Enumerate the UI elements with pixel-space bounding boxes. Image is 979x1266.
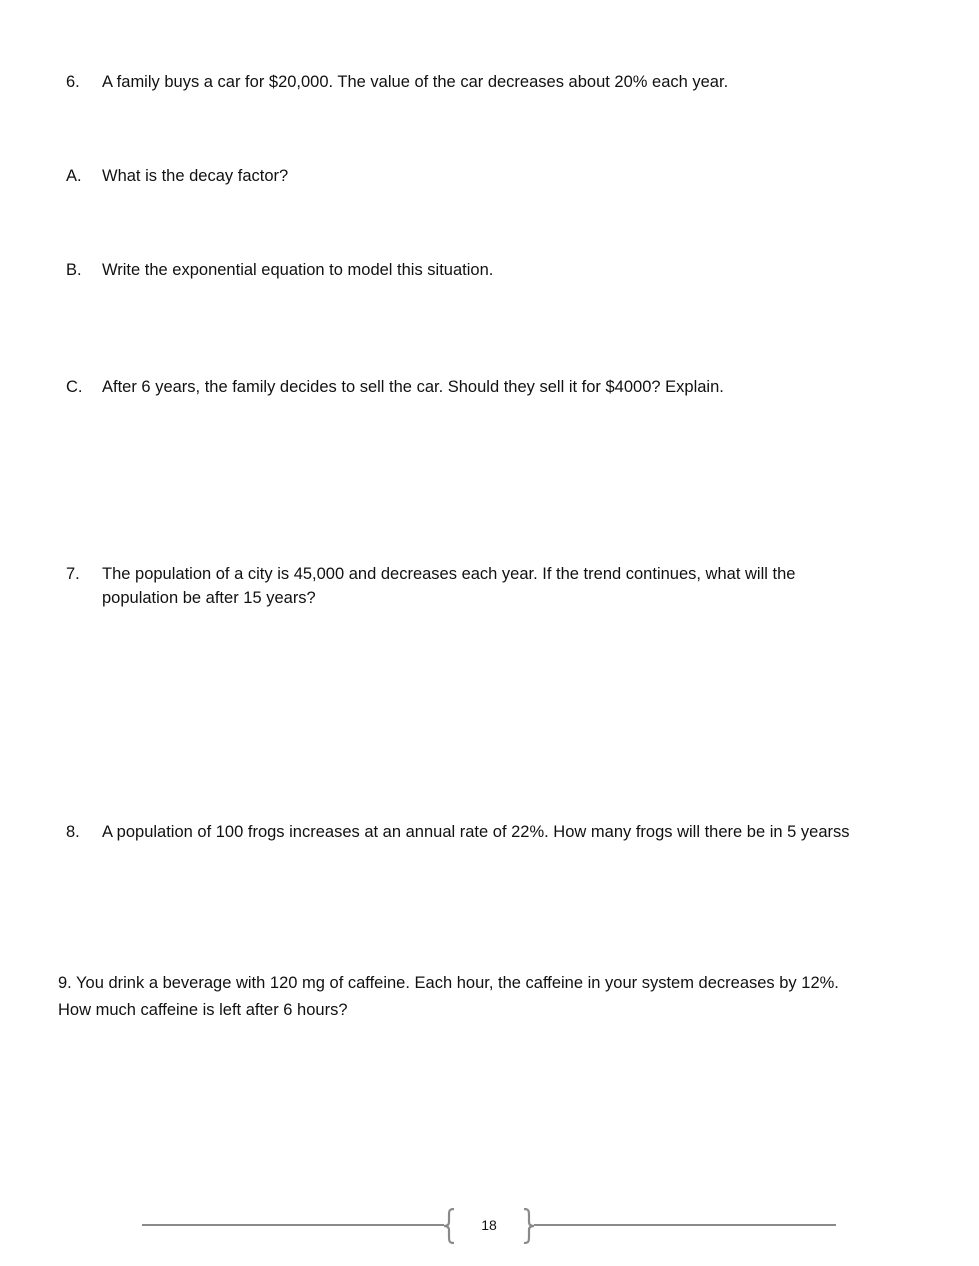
question-7-text-line1: The population of a city is 45,000 and decreases each year. If the trend continues, what will the <box>102 565 796 583</box>
right-brace-icon <box>522 1208 536 1244</box>
page-number: 18 <box>481 1217 497 1233</box>
question-8-number: 8. <box>66 823 80 841</box>
question-9-text-line2: How much caffeine is left after 6 hours? <box>58 1001 348 1019</box>
question-6-number: 6. <box>66 73 80 91</box>
question-7-number: 7. <box>66 565 80 583</box>
question-6a-label: A. <box>66 167 82 185</box>
question-9-text-line1: 9. You drink a beverage with 120 mg of caffeine. Each hour, the caffeine in your system decreases by 12%. <box>58 974 839 992</box>
question-6c-label: C. <box>66 378 83 396</box>
question-6-text: A family buys a car for $20,000. The value of the car decreases about 20% each year. <box>102 73 729 91</box>
footer-rule-left <box>142 1224 444 1226</box>
question-6c-text: After 6 years, the family decides to sell the car. Should they sell it for $4000? Explain. <box>102 378 724 396</box>
question-6a-text: What is the decay factor? <box>102 167 289 185</box>
left-brace-icon <box>442 1208 456 1244</box>
question-6b-text: Write the exponential equation to model this situation. <box>102 261 494 279</box>
question-7-text-line2: population be after 15 years? <box>102 589 316 607</box>
question-6b-label: B. <box>66 261 82 279</box>
footer-rule-right <box>534 1224 836 1226</box>
question-8-text: A population of 100 frogs increases at an annual rate of 22%. How many frogs will there be in 5 yearss <box>102 823 850 841</box>
